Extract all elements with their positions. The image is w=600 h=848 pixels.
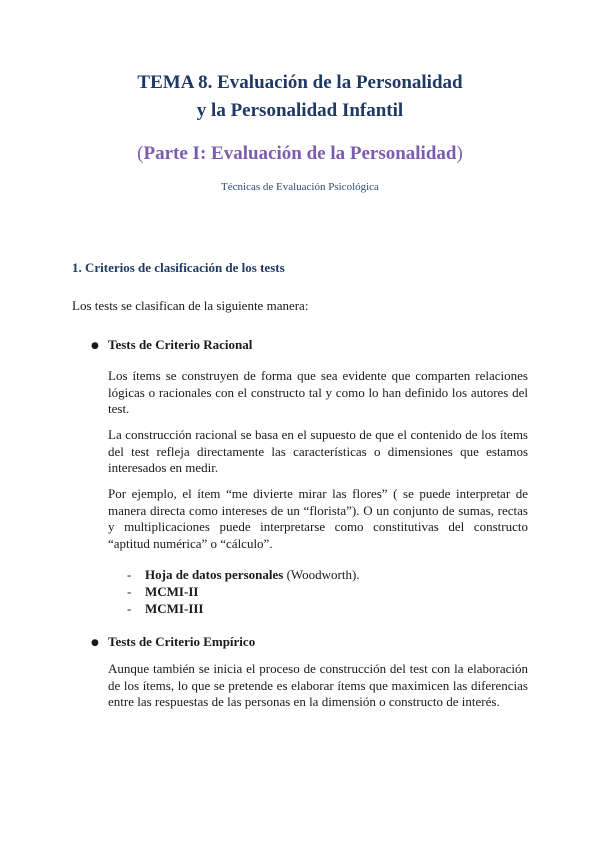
list-item (145, 601, 204, 617)
title-line-1: TEMA 8. Evaluación de la Personalidad (137, 72, 463, 93)
list-item-bold: Hoja de datos personales (145, 567, 284, 582)
bullet-title-racional: Tests de Criterio Racional (108, 337, 253, 352)
list-dash: - (127, 584, 132, 599)
list-item-bold: MCMI-III (145, 601, 204, 616)
bullet-marker: ● (91, 341, 99, 351)
bullet-marker: ● (91, 638, 99, 648)
intro-text: Los tests se clasifican de la siguiente manera: (72, 298, 309, 313)
list-dash: - (127, 601, 132, 616)
section-heading: 1. Criterios de clasificación de los tests (72, 260, 285, 275)
subtitle-text: Parte I: Evaluación de la Personalidad (143, 143, 457, 164)
subtitle-close-paren: ) (456, 143, 463, 164)
subtitle-open-paren: ( (137, 143, 144, 164)
list-item-rest: (Woodworth). (283, 567, 360, 582)
list-item (145, 584, 198, 600)
paragraph: Aunque también se inicia el proceso de construcción del test con la elaboración de los ítems, lo que se pretende es elaborar ítems que maximicen las diferencias entre las respuestas de las personas en la dimensión o constructo de interés. (108, 661, 528, 709)
list-item-bold: MCMI-II (145, 584, 199, 599)
course-name: Técnicas de Evaluación Psicológica (221, 181, 379, 193)
list-dash: - (127, 567, 132, 582)
paragraph: La construcción racional se basa en el supuesto de que el contenido de los ítems del test refleja directamente las características o dimensiones que estamos interesados en medir. (108, 427, 528, 475)
paragraph: Por ejemplo, el ítem “me divierte mirar las flores” ( se puede interpretar de manera directa como intereses de un “florista”). O un conjunto de sumas, rectas y multiplicaciones puede interpretarse como constitutivas del constructo “aptitud numérica” o “cálculo”. (108, 486, 528, 551)
bullet-title-empirico: Tests de Criterio Empírico (108, 634, 256, 649)
paragraph: Los ítems se construyen de forma que sea evidente que comparten relaciones lógicas o racionales con el constructo tal y como lo han definido los autores del test. (108, 368, 528, 416)
list-item (145, 567, 360, 583)
title-line-2: y la Personalidad Infantil (196, 100, 404, 121)
subtitle (0, 143, 600, 165)
